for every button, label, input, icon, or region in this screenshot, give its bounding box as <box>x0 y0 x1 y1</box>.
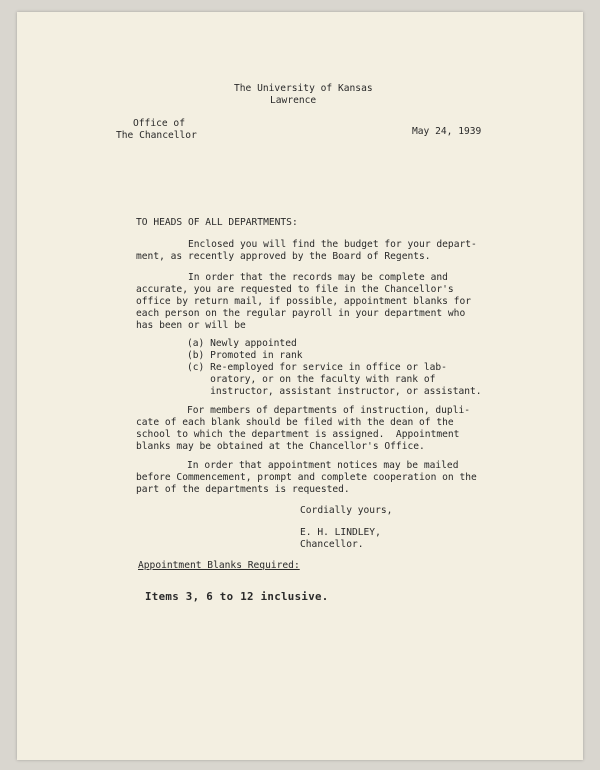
letter-date: May 24, 1939 <box>412 126 482 137</box>
paragraph-3-line: For members of departments of instruction, dupli- <box>187 405 471 416</box>
paragraph-2-line: accurate, you are requested to file in the Chancellor's <box>136 284 454 295</box>
list-item: (b) Promoted in rank <box>187 350 303 361</box>
list-item: oratory, or on the faculty with rank of <box>187 374 436 385</box>
blanks-heading: Appointment Blanks Required: <box>138 560 300 571</box>
list-item: (a) Newly appointed <box>187 338 297 349</box>
paragraph-3-line: school to which the department is assigned. Appointment <box>136 429 460 440</box>
paragraph-3-line: blanks may be obtained at the Chancellor's Office. <box>136 441 425 452</box>
paragraph-1-line: ment, as recently approved by the Board of Regents. <box>136 251 431 262</box>
paragraph-2-line: has been or will be <box>136 320 246 331</box>
closing: Cordially yours, <box>300 505 393 516</box>
paragraph-4-line: In order that appointment notices may be mailed <box>187 460 459 471</box>
paragraph-2-line: In order that the records may be complete and <box>188 272 448 283</box>
paragraph-4-line: part of the departments is requested. <box>136 484 350 495</box>
signature-title: Chancellor. <box>300 539 364 550</box>
list-item: (c) Re-employed for service in office or lab- <box>187 362 447 373</box>
paragraph-4-line: before Commencement, prompt and complete cooperation on the <box>136 472 477 483</box>
paragraph-2-line: office by return mail, if possible, appointment blanks for <box>136 296 472 307</box>
signature-name: E. H. LINDLEY, <box>300 527 381 538</box>
list-item: instructor, assistant instructor, or assistant. <box>187 386 482 397</box>
letterhead-city: Lawrence <box>270 95 317 106</box>
letterhead-university: The University of Kansas <box>234 83 373 94</box>
paragraph-3-line: cate of each blank should be filed with the dean of the <box>136 417 454 428</box>
paragraph-1-line: Enclosed you will find the budget for your depart- <box>188 239 477 250</box>
salutation: TO HEADS OF ALL DEPARTMENTS: <box>136 217 298 228</box>
blanks-items: Items 3, 6 to 12 inclusive. <box>145 590 329 603</box>
office-line2: The Chancellor <box>116 130 197 141</box>
office-line1: Office of <box>133 118 185 129</box>
paragraph-2-line: each person on the regular payroll in your department who <box>136 308 466 319</box>
